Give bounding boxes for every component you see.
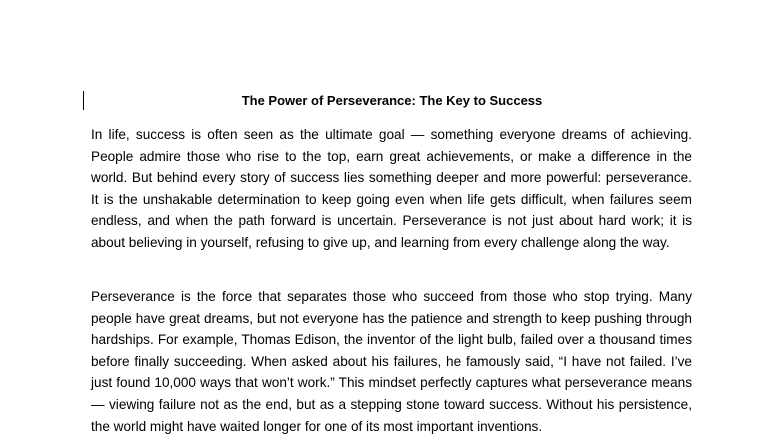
document-title: The Power of Perseverance: The Key to Success	[241, 93, 543, 108]
paragraph-1: In life, success is often seen as the ultimate goal — something everyone dreams of achieving. People admire those who rise to the top, earn great achievements, or make a difference in the world. But behind every story of success lies something deeper and more powerful: perseverance. It is the unshakable determination to keep going even when life gets difficult, when failures seem endless, and when the path forward is uncertain. Perseverance is not just about hard work; it is about believing in yourself, refusing to give up, and learning from every challenge along the way.	[91, 127, 692, 250]
paragraph-2: Perseverance is the force that separates those who succeed from those who stop trying. Many people have great dreams, but not everyone has the patience and strength to keep pushing through hardships. For example, Thomas Edison, the inventor of the light bulb, failed over a thousand times before finally succeeding. When asked about his failures, he famously said, “I have not failed. I’ve just found 10,000 ways that won’t work.” This mindset perfectly captures what perseverance means — viewing failure not as the end, but as a stepping stone toward success. Without his persistence, the world might have waited longer for one of its most important inventions.	[91, 289, 692, 434]
